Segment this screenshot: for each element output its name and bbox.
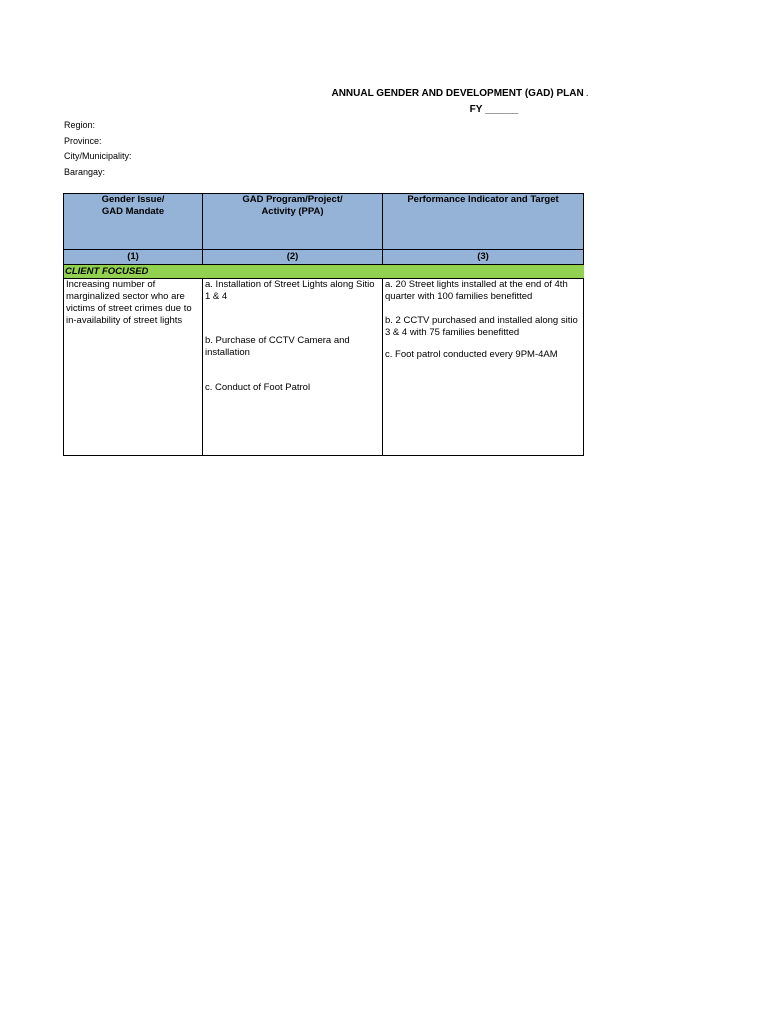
ppa-item-b: b. Purchase of CCTV Camera and installation	[205, 335, 350, 358]
plan-title: ANNUAL GENDER AND DEVELOPMENT (GAD) PLAN	[331, 88, 584, 99]
column-header-gad-ppa: GAD Program/Project/ Activity (PPA)	[203, 194, 383, 250]
ppa-cell	[203, 279, 383, 456]
section-label-client-focused: CLIENT FOCUSED	[64, 265, 584, 279]
ppa-item-a: a. Installation of Street Lights along Sitio 1 & 4	[205, 279, 375, 302]
title-suffix: .	[585, 88, 589, 99]
document-title	[300, 86, 620, 118]
province-label: Province:	[64, 135, 102, 146]
header-row	[64, 194, 584, 250]
column-number-1: (1)	[64, 250, 203, 265]
gender-issue-text: Increasing number of marginalized sector who are victims of street crimes due to in-availability of street lights	[66, 279, 192, 326]
gender-issue-cell	[64, 279, 203, 456]
column-header-gender-issue: Gender Issue/ GAD Mandate	[64, 194, 203, 250]
table-row	[64, 279, 584, 456]
indicator-item-a: a. 20 Street lights installed at the end of 4th quarter with 100 families benefitted	[385, 279, 568, 302]
column-number-row	[64, 250, 584, 265]
region-label: Region:	[64, 120, 96, 130]
ppa-item-c: c. Conduct of Foot Patrol	[205, 382, 311, 393]
indicator-item-c: c. Foot patrol conducted every 9PM-4AM	[385, 349, 558, 360]
indicator-item-b: b. 2 CCTV purchased and installed along sitio 3 & 4 with 75 families benefitted	[385, 315, 578, 338]
column-header-performance-indicator: Performance Indicator and Target	[383, 194, 584, 250]
column-number-3: (3)	[383, 250, 584, 265]
section-band-row	[64, 265, 584, 279]
gad-plan-table	[63, 193, 584, 456]
barangay-label: Barangay:	[64, 166, 106, 177]
indicator-cell	[383, 279, 584, 456]
fiscal-year: FY ______	[469, 104, 519, 115]
column-number-2: (2)	[203, 250, 383, 265]
title-line	[300, 86, 620, 102]
location-fields	[64, 118, 132, 180]
city-label: City/Municipality:	[64, 151, 132, 161]
